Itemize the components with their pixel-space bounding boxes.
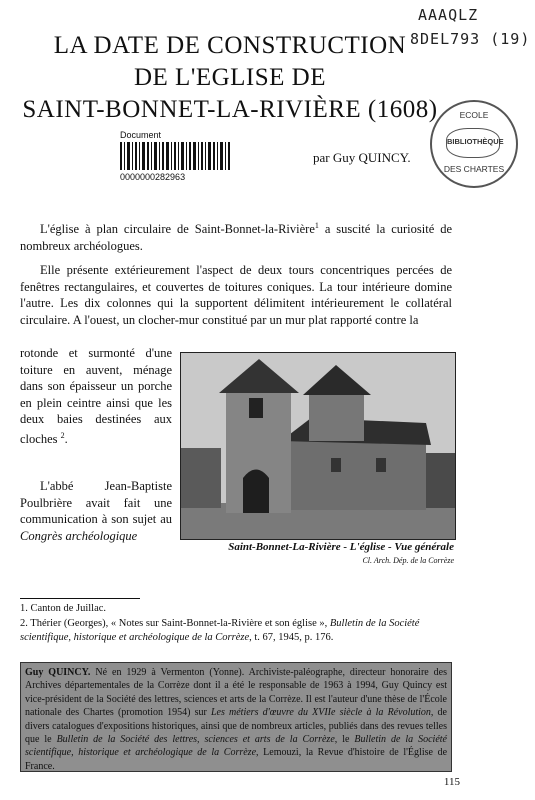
bio-italic-2: Bulletin de la Société des lettres, sciences et arts de la Corrèze	[56, 734, 335, 746]
paragraph-2: Elle présente extérieurement l'aspect de deux tours concentriques percées de fenêtres rectangulaires, et couvertes de toitures coniques. La tour intérieure domine l'autre. Les dix colonnes qui la supportent délimitent intérieurement le collatéral circulaire. A l'ouest, un clocher-mur constitué par un mur plat rapporté contre la	[20, 263, 452, 327]
figure-caption: Saint-Bonnet-La-Rivière - L'église - Vue générale	[228, 541, 454, 553]
title-line-3: SAINT-BONNET-LA-RIVIÈRE (1608)	[22, 96, 438, 123]
paragraph-1-text: L'église à plan circulaire de Saint-Bonnet-la-Rivière	[40, 222, 315, 237]
barcode-icon	[120, 142, 232, 170]
footnote-1: 1. Canton de Juillac.	[20, 603, 107, 614]
stamp-top-text: ECOLE	[459, 110, 489, 120]
paragraph-1	[20, 218, 452, 254]
library-stamp	[430, 100, 518, 188]
church-photo	[180, 352, 456, 540]
paragraph-2-continuation: rotonde et surmonté d'une toiture en auvent, ménage dans son épaisseur un porche en plein ceintre ainsi que les deux baies destinées aux cloches $^2$.	[20, 346, 172, 446]
figure-credit: Cl. Arch. Dép. de la Corrèze	[362, 556, 454, 565]
bio-italic-1: Les métiers d'œuvre du XVIIe siècle à la Révolution	[210, 707, 431, 719]
catalog-code-2: 8DEL793 (19)	[410, 30, 531, 48]
paragraph-3-text: L'abbé Jean-Baptiste Poulbrière avait fait une communication à son sujet au	[20, 479, 172, 526]
catalog-code-1: AAAQLZ	[418, 6, 479, 24]
bio-text-2: , de divers catalogues d'expositions historiques, ainsi que de nombreux articles, publiés dans des revues telles que le	[25, 707, 447, 746]
stamp-middle-text: BIBLIOTHÈQUE	[446, 128, 500, 158]
paragraph-1-rest: a suscité la curiosité de nombreux archéologues.	[20, 222, 453, 253]
footnote-ref-1: 1	[314, 221, 319, 230]
barcode-label: Document	[120, 130, 162, 140]
footnote-ref-2: 2	[60, 430, 65, 440]
title-line-2: DE L'EGLISE DE	[133, 64, 327, 91]
stamp-bottom-text: DES CHARTES	[443, 164, 505, 174]
paragraph-3	[20, 478, 172, 544]
footnote-2	[20, 617, 452, 644]
bio-text-4: , Lemouzi, la Revue d'histoire de l'Église de France.	[25, 747, 448, 772]
footnote-divider	[20, 598, 140, 599]
bio-text-1: Né en 1929 à Vermenton (Yonne). Archiviste-paléographe, directeur honoraire des Archives départementales de la Corrèze dont il a été le responsable de 1963 à 1994, Guy Quincy est vice-président de la Société des lettres, sciences et arts de la Corrèze. Il est l'auteur d'une thèse de l'École nationale des Chartes (promotion 1954) sur	[25, 667, 447, 719]
footnote-2-start: 2. Thérier (Georges), « Notes sur Saint-Bonnet-la-Rivière et son église »,	[20, 618, 330, 629]
bio-italic-3: Bulletin de la Société scientifique, historique et archéologique de la Corrèze	[25, 734, 447, 759]
footnote-2-italic: Bulletin de la Société scientifique, historique et archéologique de la Corrèze	[20, 618, 420, 643]
paragraph-2-cont-text: rotonde et surmonté d'une toiture en auvent, ménage dans son épaisseur un porche en plein ceintre ainsi que les deux baies destinées aux cloches	[20, 346, 172, 446]
bio-text-3: , le	[334, 734, 355, 746]
author-byline: par Guy QUINCY.	[313, 150, 411, 165]
bio-name: Guy QUINCY.	[25, 667, 91, 678]
church-illustration	[181, 353, 455, 539]
title-line-1: LA DATE DE CONSTRUCTION	[53, 32, 407, 59]
footnote-2-end: , t. 67, 1945, p. 176.	[249, 631, 334, 643]
page-number: 115	[443, 776, 460, 788]
paragraph-3-italic: Congrès archéologique	[20, 528, 138, 543]
barcode-number: 0000000282963	[120, 172, 186, 182]
author-bio	[20, 662, 452, 772]
